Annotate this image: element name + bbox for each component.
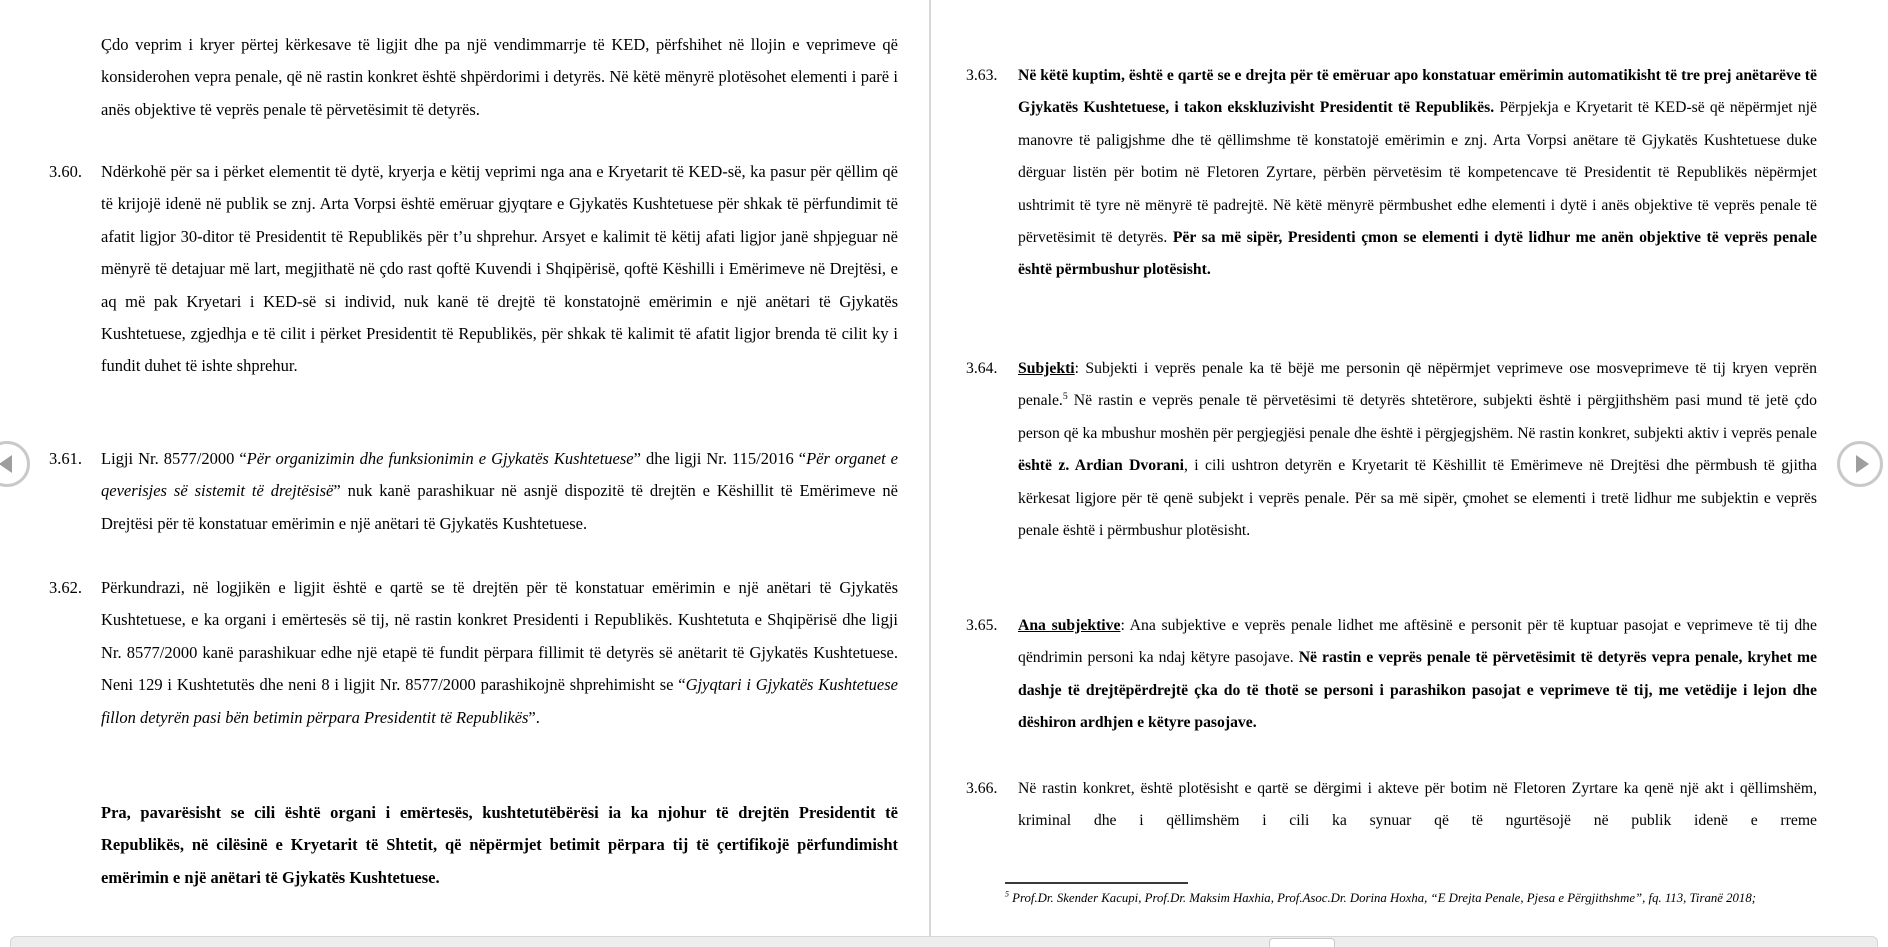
next-page-button[interactable] [1837,441,1883,487]
text-run: Përkundrazi, në logjikën e ligjit është e qartë se të drejtën për të konstatuar emërimin e një anëtari të Gjykatës Kushtetuese, e ka organi i emërtesës së tij, në rastin konkret Presidenti i Republikës. Kushtetuta e Shqipërisë dhe ligji Nr. 8577/2000 kanë parashikuar edhe një etapë të fundit përpara fillimit të detyrës së anëtarit të Gjykatës Kushtetuese. Neni 129 i Kushtetutës dhe neni 8 i ligjit Nr. 8577/2000 parashikojnë shprehimisht se “ [101,578,898,695]
paragraph-3-60 [49,156,898,383]
text-run: Ligji Nr. 8577/2000 “ [101,449,247,468]
footnote-marker: 5 [1005,889,1009,899]
paragraph-number: 3.65. [966,617,998,634]
underlined-term: Subjekti [1018,360,1075,377]
paragraph-number: 3.62. [49,578,82,597]
paragraph-number: 3.66. [966,780,998,797]
bold-text-run: është z. Ardian Dvorani [1018,457,1184,475]
bold-text-run: Në rastin e veprës penale të përvetësimit të detyrës vepra penale, kryhet me dashje të drejtëpërdrejtë çka do të thotë se personi i parashikon pasojat e veprimeve të tij, me vetëdije i lejon dhe dëshiron ardhjen e këtyre pasojave. [1018,649,1817,732]
footnote-text: Prof.Dr. Skender Kacupi, Prof.Dr. Maksim Haxhia, Prof.Asoc.Dr. Dorina Hoxha, “E Drejta Penale, Pjesa e Përgjithshme”, fq. 113, Tiranë 2018; [1012,891,1756,905]
text-run: ” nuk kanë parashikuar në asnjë dispozitë të drejtën e Këshillit të Emërimeve në Drejtësi për të konstatuar emërimin e një anëtari të Gjykatës Kushtetuese. [101,481,899,533]
text-run: : Ana subjektive e veprës penale lidhet me aftësinë e personit për të kuptuar pasojat e veprimeve të tij dhe qëndrimin personi ka ndaj këtyre pasojave. [1018,617,1817,667]
text-run: ” dhe ligji Nr. 115/2016 “ [633,449,807,468]
chevron-right-icon [1856,455,1869,473]
paragraph-3-63 [966,60,1818,287]
italic-quote: Gjyqtari i Gjykatës Kushtetuese fillon detyrën pasi bën betimin përpara Presidentit të Republikës [101,675,898,727]
footnote [1005,890,1820,906]
paragraph-number: 3.63. [966,67,998,84]
text-run: Ndërkohë për sa i përket elementit të dytë, kryerja e këtij veprimi nga ana e Kryetarit të KED-së, ka pasur për qëllim që të krijojë idenë në publik se znj. Arta Vorpsi është emëruar gjyqtare e Gjykatës Kushtetuese për shkak të përfundimit të afatit ligjor 30-ditor të Presidentit të Republikës për t’u shprehur. Arsyet e kalimit të këtij afati ligjor janë shpjeguar në mënyrë të detajuar më lart, megjithatë në çdo rast qoftë Kuvendi i Shqipërisë, qoftë Këshilli i Emërimeve në Drejtësi, e aq më pak Kryetari i KED-së si individ, nuk kanë të drejtë të konstatojnë emërimin e një anëtari të Gjykatës Kushtetuese, zgjedhja e të cilit i përket Presidentit të Republikës, për shkak të kalimit të afatit ligjor brenda të cilit ky i fundit duhet të ishte shprehur. [101,162,898,376]
text-run: Në rastin e veprës penale të përvetësimi të detyrës shtetërore, subjekti është i përgjithshëm pasi mund të jetë çdo person që ka mbushur moshën për pergjegjësi penale dhe është i përgjegjshëm. Në rastin konkret, subjekti aktiv i veprës penale [1018,392,1817,442]
page-divider [929,0,931,947]
paragraph-3-65 [966,610,1817,740]
paragraph-conclusion [101,797,898,894]
paragraph-number: 3.60. [49,162,82,181]
text-run: ”. [528,707,540,727]
footnote-reference: 5 [1062,391,1068,403]
scrollbar-thumb[interactable] [1269,938,1335,947]
paragraph-3-62 [49,572,898,734]
paragraph-3-66 [966,773,1817,838]
text-run: Çdo veprim i kryer përtej kërkesave të ligjit dhe pa një vendimmarrje të KED, përfshihet në llojin e veprimeve që konsiderohen vepra penale, që në rastin konkret është shpërdorimi i detyrës. Në këtë mënyrë plotësohet elementi i parë i anës objektive të veprës penale të përvetësimit të detyrës. [101,35,898,119]
text-run: : Subjekti i veprës penale ka të bëjë me personin që nëpërmjet veprimeve ose mosveprimeve të tij kryen veprën penale. [1018,360,1817,410]
chevron-left-icon [0,455,12,473]
bold-text-run: Në këtë kuptim, është e qartë se e drejta për të emëruar apo konstatuar emërimin automatikisht të tre prej anëtarëve të Gjykatës Kushtetuese, i takon ekskluzivisht Presidentit të Republikës. [1018,67,1817,117]
italic-law-title: Për organet e qeverisjes së sistemit të drejtësisë [101,449,898,501]
footnote-separator [1005,882,1188,884]
paragraph-3-61 [49,443,899,540]
italic-law-title: Për organizimin dhe funksionimin e Gjykatës Kushtetuese [246,449,634,468]
paragraph-continuation [101,29,898,126]
horizontal-scrollbar[interactable] [10,936,1878,947]
paragraph-number: 3.61. [49,449,82,468]
paragraph-3-64 [966,353,1817,547]
bold-text-run: Për sa më sipër, Presidenti çmon se elementi i dytë lidhur me anën objektive të veprës penale është përmbushur plotësisht. [1018,229,1818,279]
text-run: , i cili ushtron detyrën e Kryetarit të Këshillit të Emërimeve në Drejtësi dhe përmbush të gjitha kërkesat ligjore për të qenë subjekt i veprës penale. Për sa më sipër, çmohet se elementi i tretë lidhur me subjektin e veprës penale është i përmbushur plotësisht. [1018,457,1817,540]
bold-text-run: Pra, pavarësisht se cili është organi i emërtesës, kushtetutëbërësi ia ka njohur të drejtën Presidentit të Republikës, në cilësinë e Kryetarit të Shtetit, që nëpërmjet betimit përpara tij të çertifikojë përfundimisht emërimin e një anëtari të Gjykatës Kushtetuese. [101,803,898,887]
text-run: Në rastin konkret, është plotësisht e qartë se dërgimi i akteve për botim në Fletoren Zyrtare ka qenë një akt i qëllimshëm, kriminal dhe i qëllimshëm i cili ka synuar që të ngurtësojë në publik idenë e rreme [1018,780,1817,830]
previous-page-button[interactable] [0,441,30,487]
paragraph-number: 3.64. [966,360,998,377]
text-run: Përpjekja e Kryetarit të KED-së që nëpërmjet një manovre të paligjshme dhe të qëllimshme të konstatojë emërimin e znj. Arta Vorpsi anëtare të Gjykatës Kushtetuese duke dërguar listën për botim në Fletoren Zyrtare, përbën përvetësim të kompetencave të Presidentit të Republikës nëpërmjet ushtrimit të tyre në mënyrë të padrejtë. Në këtë mënyrë përmbushet edhe elementi i dytë i anës objektive të veprës penale të përvetësimit të detyrës. [1018,99,1817,247]
underlined-term: Ana subjektive [1018,617,1121,634]
